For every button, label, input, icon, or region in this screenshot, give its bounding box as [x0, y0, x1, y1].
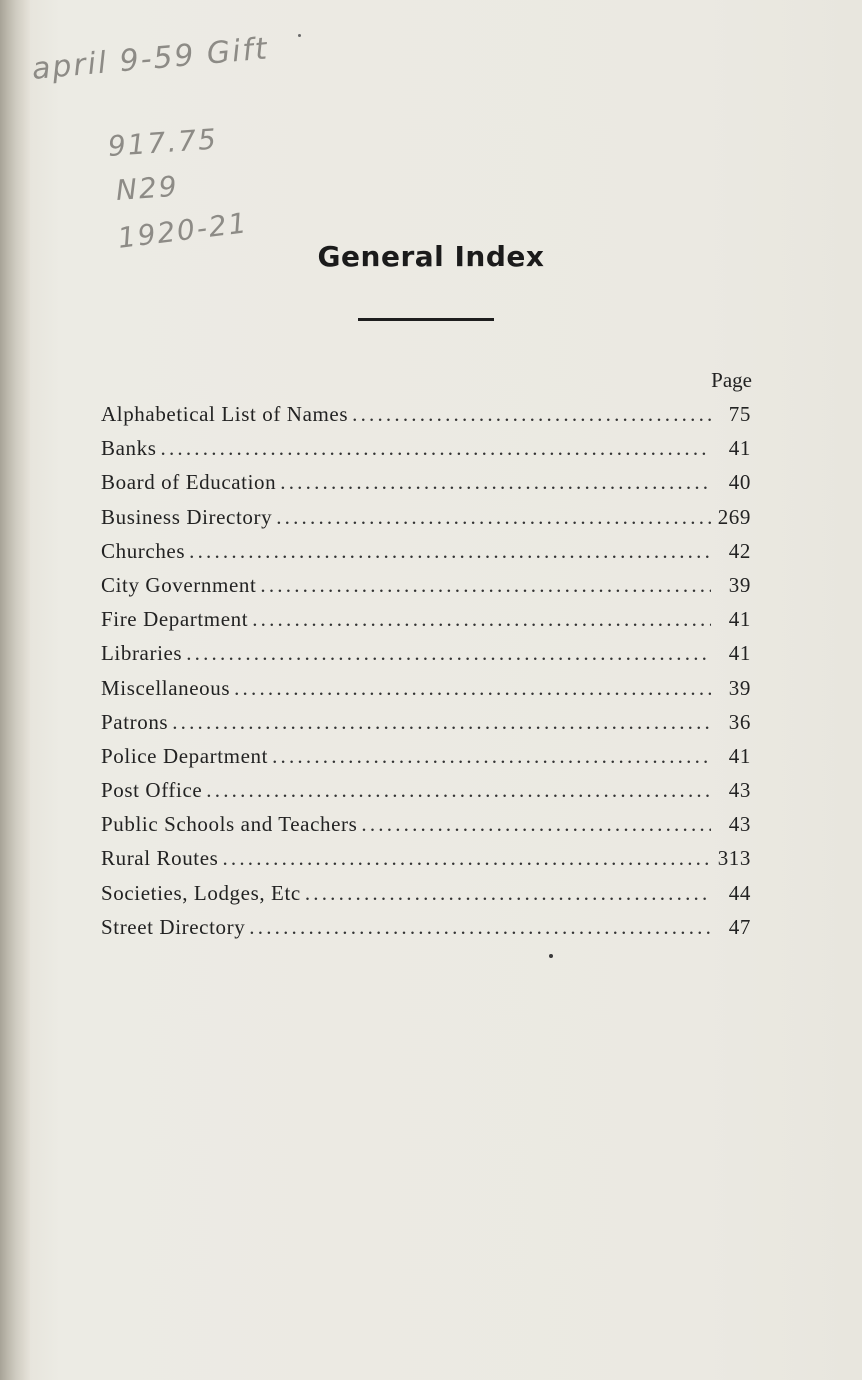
- index-entry: [101, 607, 751, 641]
- dot-leader: [172, 710, 711, 735]
- index-entry-page: 43: [728, 812, 751, 837]
- index-entry-name: Libraries: [101, 641, 183, 666]
- index-entry-page: 39: [728, 572, 751, 597]
- title-divider: [358, 318, 494, 321]
- index-entry-page: 313: [717, 846, 751, 871]
- index-entry-page: 36: [728, 709, 751, 734]
- index-entry: [101, 778, 751, 812]
- index-entry-page: 41: [728, 607, 751, 632]
- dot-leader: [260, 573, 711, 598]
- index-entry: [101, 402, 751, 436]
- index-entry-page: 47: [728, 914, 751, 939]
- index-entry: [101, 710, 751, 744]
- index-entry-name: Patrons: [101, 709, 169, 734]
- dot-leader: [234, 676, 711, 701]
- index-entry: [101, 676, 751, 710]
- index-entry-page: 75: [728, 402, 751, 426]
- index-entry-page: 42: [728, 538, 751, 563]
- index-entry-page: 41: [728, 436, 751, 461]
- dot-leader: [189, 539, 711, 564]
- index-entry: [101, 470, 751, 504]
- dot-leader: [352, 402, 711, 427]
- index-entry-name: Banks: [101, 436, 157, 461]
- index-entry-page: 44: [728, 880, 751, 905]
- index-entry: [101, 641, 751, 675]
- index-entry-name: Post Office: [101, 778, 203, 803]
- handwritten-note-call-number: 917.75: [106, 122, 219, 163]
- handwritten-note-cutter: N29: [114, 169, 180, 207]
- dot-leader: [276, 505, 711, 530]
- page-title: General Index: [317, 240, 545, 273]
- index-entry-name: Miscellaneous: [101, 675, 231, 700]
- index-entry-name: Churches: [101, 538, 186, 563]
- page-binding-edge: [0, 0, 30, 1380]
- index-entry-page: 41: [728, 641, 751, 666]
- index-entry-name: Societies, Lodges, Etc: [101, 880, 301, 905]
- index-entry-name: Street Directory: [101, 914, 246, 939]
- index-entry: [101, 812, 751, 846]
- dot-leader: [249, 915, 711, 940]
- paper-speck: [549, 954, 553, 958]
- index-entry: [101, 505, 751, 539]
- dot-leader: [305, 881, 711, 906]
- index-entry: [101, 881, 751, 915]
- index-entry-name: City Government: [101, 572, 257, 597]
- dot-leader: [361, 812, 711, 837]
- dot-leader: [206, 778, 711, 803]
- index-entry-name: Public Schools and Teachers: [101, 812, 358, 837]
- index-entry-page: 39: [728, 675, 751, 700]
- index-entry-name: Fire Department: [101, 607, 249, 632]
- index-entry: [101, 573, 751, 607]
- dot-leader: [280, 470, 711, 495]
- index-entry: [101, 744, 751, 778]
- index-entry-page: 41: [728, 743, 751, 768]
- index-entry-page: 269: [717, 504, 751, 529]
- index-entry: [101, 539, 751, 573]
- index-entry-name: Police Department: [101, 743, 269, 768]
- index-list: [101, 402, 751, 949]
- dot-leader: [186, 641, 711, 666]
- handwritten-note-date: april 9-59 Gift: [30, 31, 271, 87]
- index-entry-name: Rural Routes: [101, 846, 219, 871]
- index-entry: [101, 846, 751, 880]
- dot-leader: [222, 846, 711, 871]
- index-entry-name: Board of Education: [101, 470, 277, 495]
- dot-leader: [252, 607, 711, 632]
- index-entry: [101, 436, 751, 470]
- dot-leader: [272, 744, 711, 769]
- index-entry: [101, 915, 751, 949]
- page-column-header: Page: [711, 368, 752, 392]
- handwritten-note-years: 1920-21: [115, 206, 251, 255]
- index-entry-name: Business Directory: [101, 504, 273, 529]
- dot-leader: [161, 436, 712, 461]
- index-entry-name: Alphabetical List of Names: [101, 402, 349, 426]
- index-entry-page: 43: [728, 778, 751, 803]
- paper-speck: [298, 34, 301, 37]
- index-entry-page: 40: [728, 470, 751, 495]
